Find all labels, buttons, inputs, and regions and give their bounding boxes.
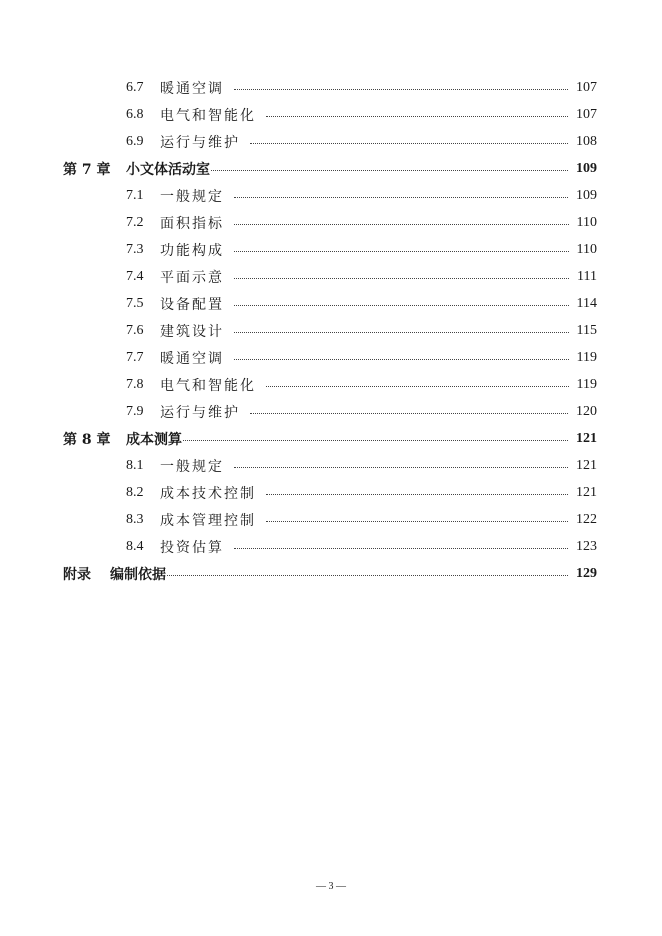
toc-entry-title: 暖通空调 — [160, 81, 224, 97]
toc-entry-title: 一般规定 — [160, 189, 224, 205]
toc-section-entry[interactable] — [0, 508, 662, 532]
toc-entry-page: 119 — [576, 350, 597, 365]
toc-entry-title: 电气和智能化 — [160, 108, 256, 124]
toc-entry-title: 成本技术控制 — [160, 486, 256, 502]
toc-entry-title: 成本测算 — [126, 432, 182, 448]
toc-entry-page: 122 — [576, 512, 597, 527]
toc-entry-number: 7.2 — [126, 215, 144, 230]
toc-entry-number: 7.8 — [126, 377, 144, 392]
toc-dot-leader — [266, 116, 568, 117]
toc-entry-page: 114 — [576, 296, 597, 311]
toc-entry-title: 投资估算 — [160, 540, 224, 556]
toc-section-entry[interactable] — [0, 184, 662, 208]
toc-entry-title: 运行与维护 — [160, 135, 240, 151]
toc-entry-page: 107 — [576, 107, 597, 122]
toc-entry-number: 第 7 章 — [63, 162, 111, 178]
toc-dot-leader — [250, 413, 568, 414]
toc-entry-title: 一般规定 — [160, 459, 224, 475]
toc-section-entry[interactable] — [0, 319, 662, 343]
toc-section-entry[interactable] — [0, 238, 662, 262]
toc-entry-number: 7.6 — [126, 323, 144, 338]
toc-entry-number: 7.9 — [126, 404, 144, 419]
toc-entry-title: 暖通空调 — [160, 351, 224, 367]
page-footer-number: — 3 — — [316, 881, 346, 892]
toc-section-entry[interactable] — [0, 211, 662, 235]
toc-dot-leader — [234, 224, 569, 225]
toc-entry-title: 功能构成 — [160, 243, 224, 259]
toc-entry-page: 129 — [576, 566, 597, 581]
toc-entry-page: 109 — [576, 188, 597, 203]
toc-entry-title: 建筑设计 — [160, 324, 224, 340]
toc-entry-page: 111 — [577, 269, 597, 284]
toc-section-entry[interactable] — [0, 292, 662, 316]
toc-entry-page: 109 — [576, 161, 597, 176]
toc-entry-page: 119 — [576, 377, 597, 392]
toc-entry-number: 8.2 — [126, 485, 144, 500]
toc-dot-leader — [266, 494, 568, 495]
toc-dot-leader — [234, 467, 568, 468]
toc-entry-number: 6.7 — [126, 80, 144, 95]
toc-dot-leader — [234, 197, 568, 198]
toc-entry-page: 108 — [576, 134, 597, 149]
toc-entry-title: 编制依据 — [110, 567, 166, 583]
toc-section-entry[interactable] — [0, 454, 662, 478]
toc-section-entry[interactable] — [0, 103, 662, 127]
toc-entry-number: 7.5 — [126, 296, 144, 311]
toc-entry-title: 电气和智能化 — [160, 378, 256, 394]
toc-dot-leader — [234, 305, 569, 306]
toc-chapter-entry[interactable] — [0, 427, 662, 451]
toc-entry-number: 7.1 — [126, 188, 144, 203]
toc-dot-leader — [266, 386, 569, 387]
toc-dot-leader — [266, 521, 568, 522]
toc-section-entry[interactable] — [0, 400, 662, 424]
toc-entry-page: 115 — [576, 323, 597, 338]
toc-section-entry[interactable] — [0, 373, 662, 397]
toc-entry-number: 8.4 — [126, 539, 144, 554]
toc-dot-leader — [250, 143, 568, 144]
toc-dot-leader — [167, 575, 568, 576]
toc-dot-leader — [234, 332, 569, 333]
toc-section-entry[interactable] — [0, 481, 662, 505]
toc-entry-page: 110 — [576, 215, 597, 230]
toc-chapter-entry[interactable] — [0, 157, 662, 181]
toc-entry-title: 平面示意 — [160, 270, 224, 286]
toc-section-entry[interactable] — [0, 265, 662, 289]
toc-entry-page: 110 — [576, 242, 597, 257]
toc-entry-page: 121 — [576, 485, 597, 500]
toc-entry-number: 6.9 — [126, 134, 144, 149]
toc-entry-title: 设备配置 — [160, 297, 224, 313]
toc-entry-number: 附录 — [63, 567, 91, 583]
toc-entry-number: 8.1 — [126, 458, 144, 473]
toc-dot-leader — [234, 251, 569, 252]
toc-appendix-entry[interactable] — [0, 562, 662, 586]
toc-entry-page: 107 — [576, 80, 597, 95]
toc-entry-title: 小文体活动室 — [126, 162, 210, 178]
toc-entry-page: 121 — [576, 431, 597, 446]
toc-section-entry[interactable] — [0, 130, 662, 154]
toc-dot-leader — [234, 89, 568, 90]
toc-dot-leader — [211, 170, 568, 171]
toc-section-entry[interactable] — [0, 346, 662, 370]
toc-entry-number: 8.3 — [126, 512, 144, 527]
toc-entry-title: 运行与维护 — [160, 405, 240, 421]
toc-section-entry[interactable] — [0, 535, 662, 559]
toc-entry-page: 120 — [576, 404, 597, 419]
toc-dot-leader — [183, 440, 568, 441]
toc-dot-leader — [234, 548, 568, 549]
toc-dot-leader — [234, 359, 569, 360]
toc-section-entry[interactable] — [0, 76, 662, 100]
toc-entry-number: 7.7 — [126, 350, 144, 365]
toc-entry-title: 成本管理控制 — [160, 513, 256, 529]
toc-entry-title: 面积指标 — [160, 216, 224, 232]
toc-entry-number: 7.3 — [126, 242, 144, 257]
toc-entry-page: 123 — [576, 539, 597, 554]
toc-entry-number: 7.4 — [126, 269, 144, 284]
toc-dot-leader — [234, 278, 569, 279]
toc-entry-number: 第 8 章 — [63, 432, 111, 448]
toc-entry-number: 6.8 — [126, 107, 144, 122]
toc-entry-page: 121 — [576, 458, 597, 473]
